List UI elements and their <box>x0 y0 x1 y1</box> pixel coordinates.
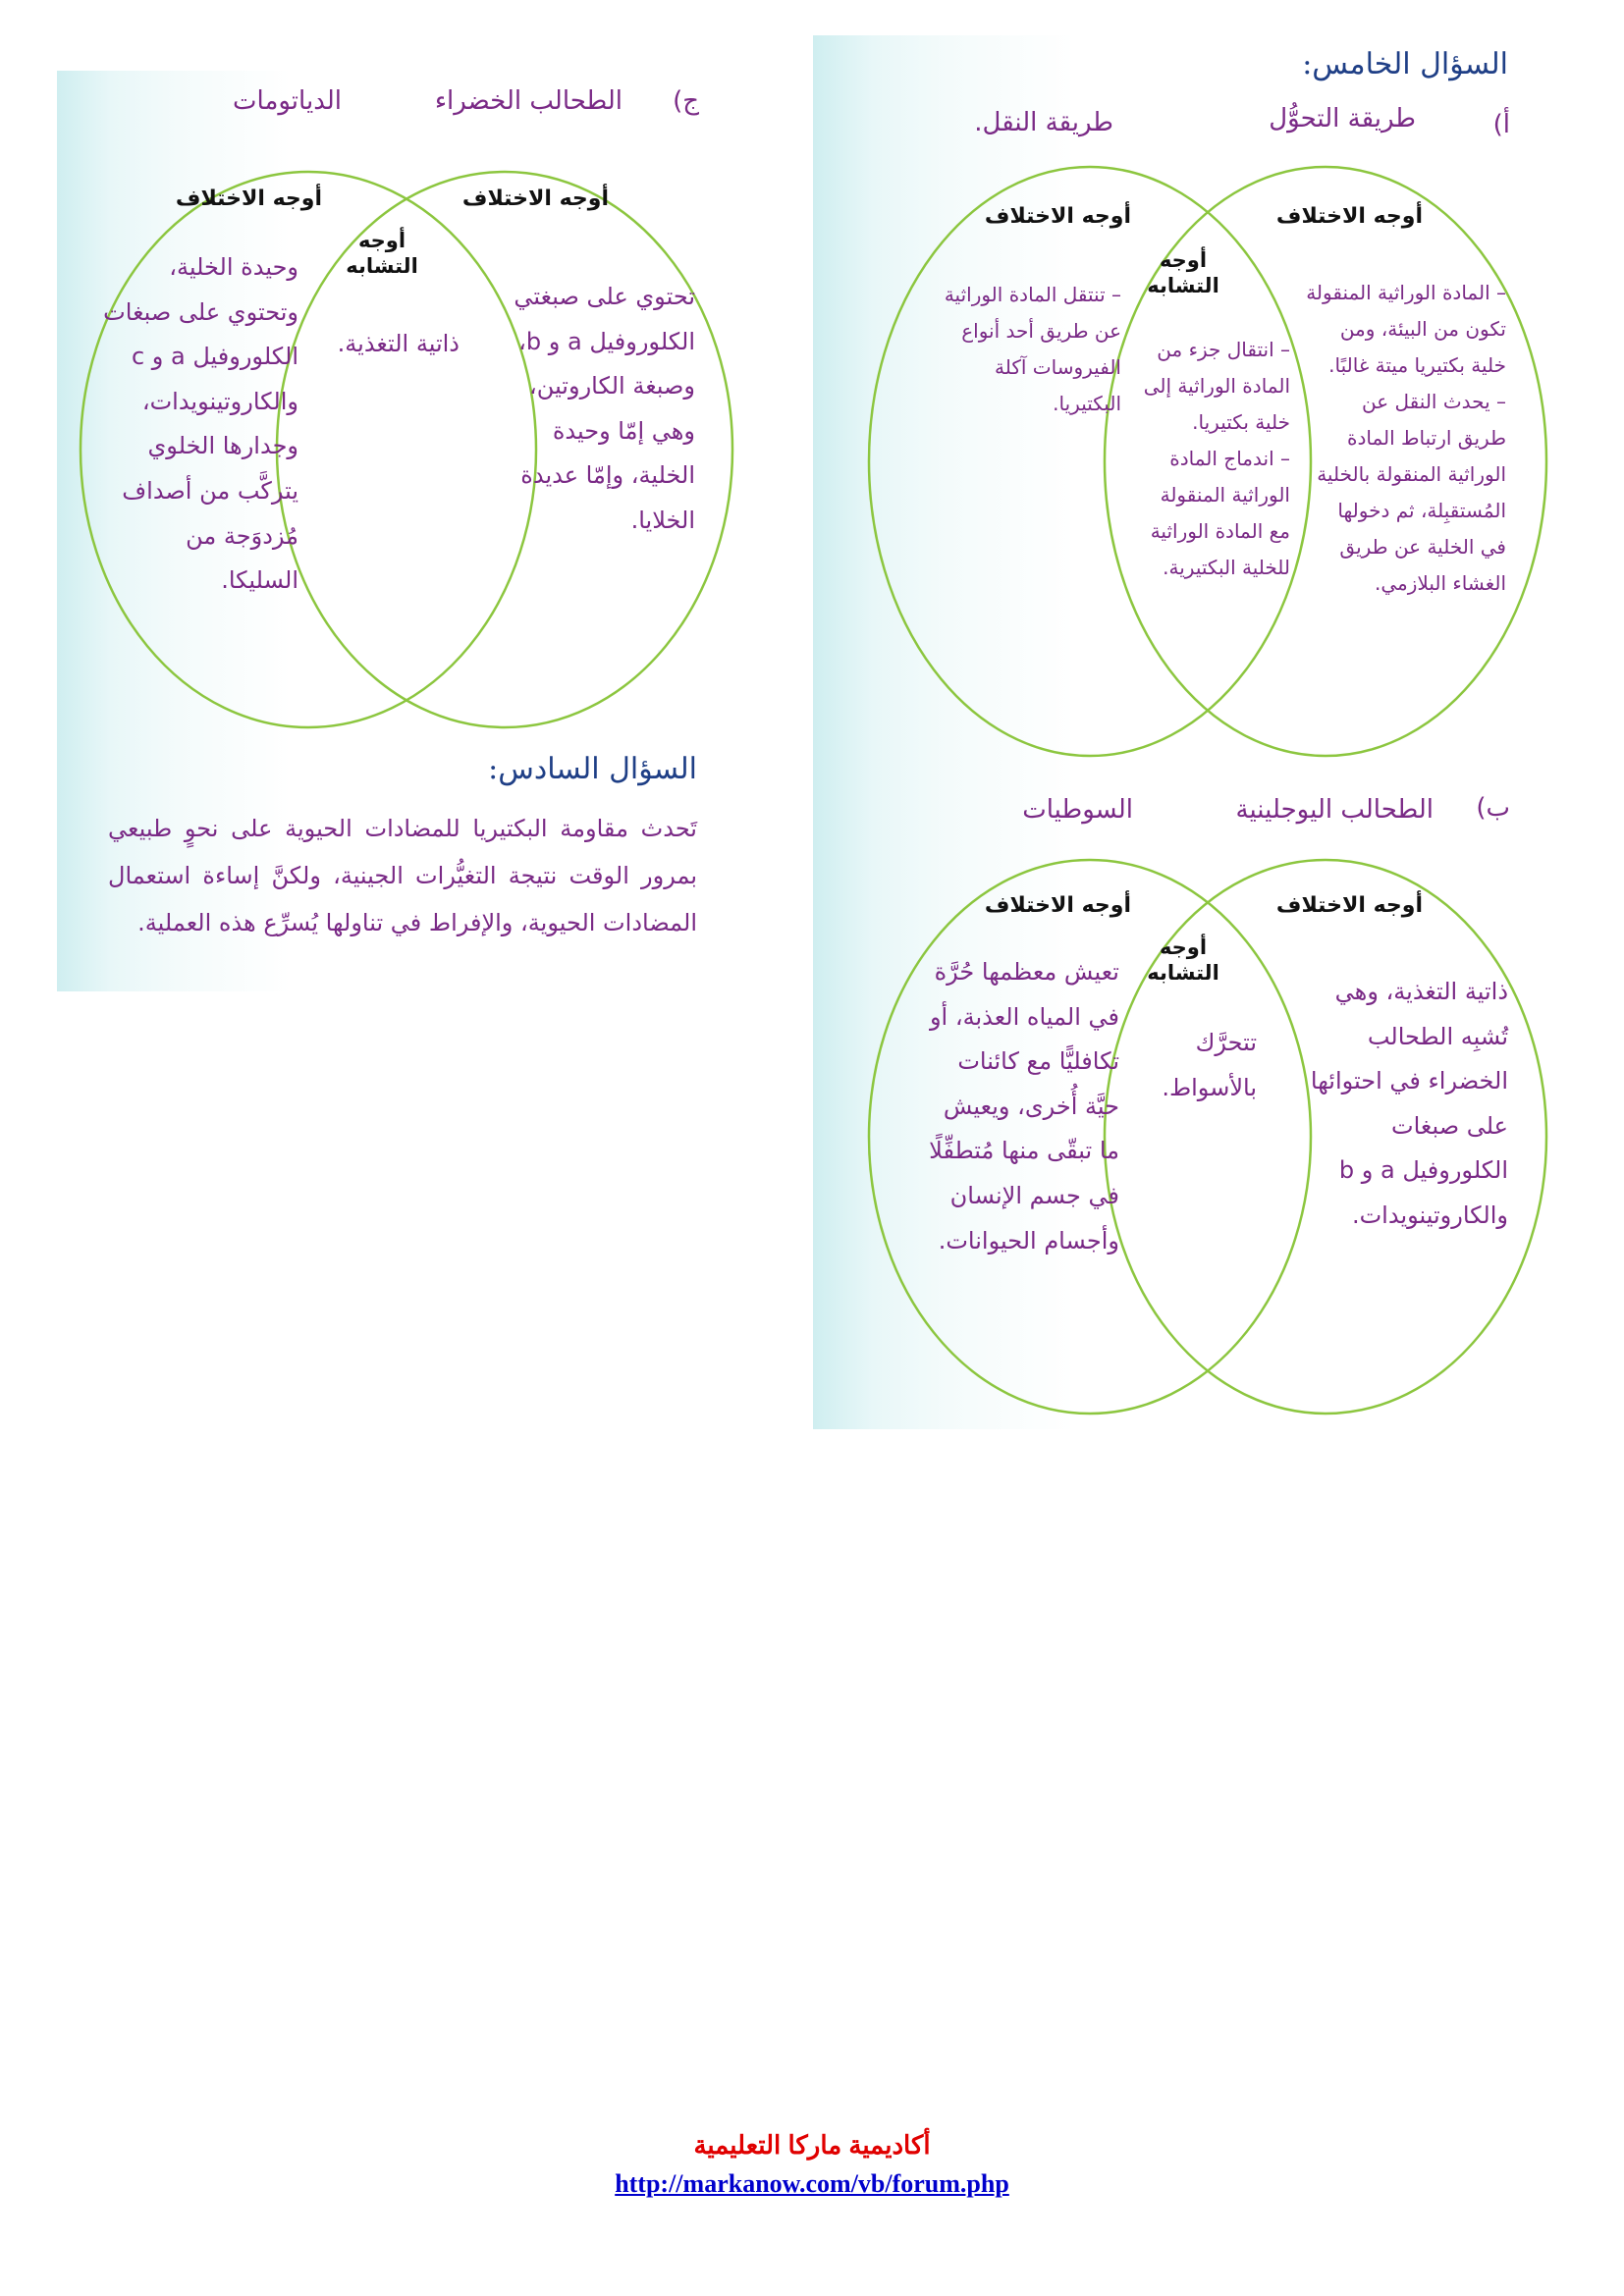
part-c-left-name: الدياتومات <box>233 86 342 116</box>
part-c-middle-text: ذاتية التغذية. <box>337 330 460 357</box>
part-a-diff-head-left: أوجه الاختلاف <box>984 204 1131 229</box>
part-c-right-name: الطحالب الخضراء <box>434 86 623 116</box>
part-b-diff-head-right: أوجه الاختلاف <box>1275 893 1423 918</box>
question-five-heading: السؤال الخامس: <box>1302 47 1508 81</box>
part-a-left-text: – تنتقل المادة الوراثية عن طريق أحد أنواع الفيروسات آكلة البكتيريا. <box>944 283 1121 415</box>
part-a-label: أ) <box>1492 110 1510 139</box>
question-six-heading: السؤال السادس: <box>488 752 697 786</box>
part-b-sim-head: أوجه التشابه <box>1147 935 1219 986</box>
part-b-right-name: الطحالب اليوجلينية <box>1235 795 1434 825</box>
part-c-label: ج) <box>673 86 699 116</box>
part-c-diff-head-right: أوجه الاختلاف <box>461 187 609 211</box>
part-a-diff-head-right: أوجه الاختلاف <box>1275 204 1423 229</box>
footer-title: أكاديمية ماركا التعليمية <box>693 2130 931 2160</box>
part-c-right-text: تحتوي على صبغتي الكلوروفيل a و b، وصبغة الكاروتين، وهي إمّا وحيدة الخلية، وإمّا عديدة الخلايا. <box>514 283 695 534</box>
part-b-diff-head-left: أوجه الاختلاف <box>984 893 1131 918</box>
part-a-right-text: – المادة الوراثية المنقولة تكون من البيئة، ومن خلية بكتيريا ميتة غالبًا. – يحدث النقل عن طريق ارتباط المادة الوراثية المنقولة بالخلية المُستقبِلة، ثم دخولها في الخلية عن طريق الغشاء البلازمي. <box>1306 281 1506 595</box>
part-a-right-name: طريقة التحوُّل <box>1269 104 1416 133</box>
part-c-sim-head: أوجه التشابه <box>346 229 418 279</box>
part-c-left-text: وحيدة الخلية، وتحتوي على صبغات الكلوروفيل a و c والكاروتينويدات، وجدارها الخلوي يتركَّب من أصداف مُزدوَجة من السليكا. <box>103 253 298 595</box>
part-b-left-text: تعيش معظمها حُرَّة في المياه العذبة، أو تكافليًّا مع كائنات حيَّة أُخرى، ويعيش ما تبقّى منها مُتطفِّلًا في جسم الإنسان وأجسام الحيوانات. <box>929 958 1119 1255</box>
question-six-answer: تَحدث مقاومة البكتيريا للمضادات الحيوية على نحوٍ طبيعي بمرور الوقت نتيجة التغيُّرات الجينية، ولكنَّ إساءة استعمال المضادات الحيوية، والإفراط في تناولها يُسرِّع هذه العملية. <box>108 815 697 936</box>
part-a-middle-text: – انتقال جزء من المادة الوراثية إلى خلية بكتيريا. – اندماج المادة الوراثية المنقولة مع المادة الوراثية للخلية البكتيرية. <box>1143 338 1290 579</box>
part-a-left-name: طريقة النقل. <box>974 108 1113 137</box>
part-a-sim-head: أوجه التشابه <box>1147 248 1219 298</box>
part-b-right-text: ذاتية التغذية، وهي تُشبِه الطحالب الخضراء في احتوائها على صبغات الكلوروفيل a و b والكاروتينويدات. <box>1310 978 1508 1229</box>
part-b-middle-text: تتحرَّك بالأسواط. <box>1162 1029 1257 1101</box>
part-c-diff-head-left: أوجه الاختلاف <box>175 187 322 211</box>
part-b-left-name: السوطيات <box>1022 795 1133 825</box>
part-b-label: ب) <box>1476 793 1510 823</box>
footer-link[interactable]: http://markanow.com/vb/forum.php <box>615 2169 1009 2198</box>
